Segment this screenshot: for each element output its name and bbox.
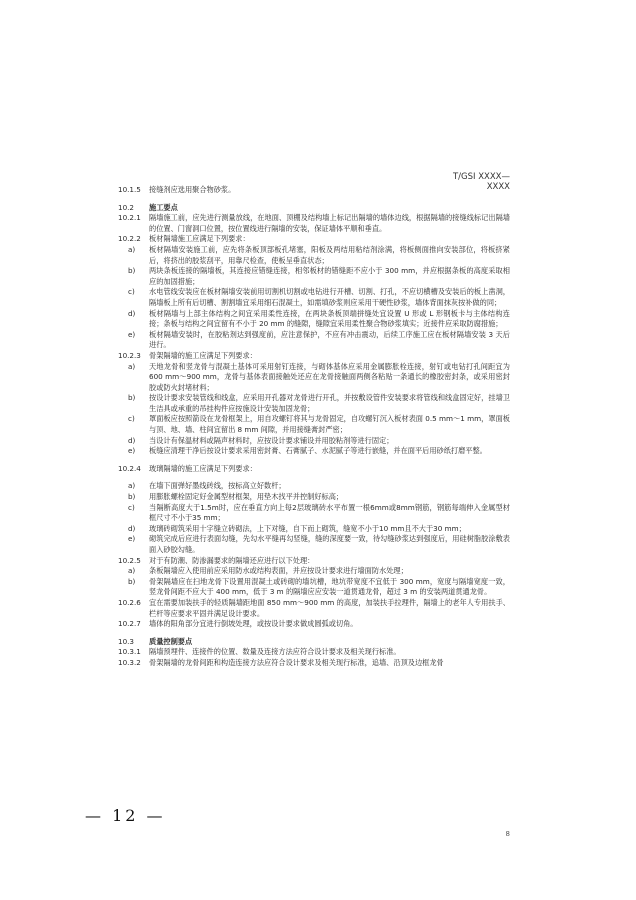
- clause-number: d): [128, 523, 136, 533]
- clause-number: 10.2.5: [118, 555, 141, 565]
- list-item: [118, 414, 510, 435]
- page-number: 8: [505, 830, 510, 838]
- clause-number: 10.1.5: [118, 185, 141, 194]
- clause-text: 板材隔墙安装时，在胶粘剂达到强度前，应注意保护，不应有冲击震动，后续工序施工应在板材隔墙安装 3 天后进行。: [149, 329, 510, 350]
- clause-number: 10.2.1: [118, 213, 141, 223]
- section-heading: [118, 203, 510, 214]
- list-item: [118, 566, 510, 577]
- clause-number: 10.2: [118, 202, 135, 212]
- paragraph-spacer: [118, 457, 510, 464]
- clause-number: b): [128, 492, 136, 502]
- standard-code: T/GSI XXXX—XXXX: [452, 172, 510, 192]
- clause-number: a): [128, 481, 136, 491]
- clause-number: c): [128, 287, 135, 297]
- clause-number: c): [128, 414, 135, 424]
- clause-text: 宜在需要加装扶手的轻质隔墙距地面 850 mm～900 mm 的高度，加装扶手拉理件，隔墙上的老年人专用扶手、栏杆等应要求平固并满足设计要求。: [149, 597, 510, 618]
- list-item: [118, 446, 510, 457]
- clause-text: 对于有防潮、防渗漏要求的隔墙还应进行以下处理：: [149, 555, 315, 565]
- clause-number: a): [128, 244, 136, 254]
- document-body: [118, 185, 510, 669]
- clause-text: 板材隔墙施工应满足下列要求：: [149, 234, 250, 244]
- clause-text: 按设计要求安装管线和线盒，应采用开孔器对龙骨进行开孔，并按敷设管件安装要求将管线和线盒固定好，挂墙卫生洁具或承重的吊挂构件应按施设计安装加固龙骨；: [149, 393, 510, 413]
- clause-text: 当隔断高度大于1.5m时，应在垂直方向上每2层玻璃砖水平布置一根6mm或8mm钢筋，钢筋每端伸入金属型材框尺寸不小于35 mm；: [149, 502, 510, 523]
- clause-text: 隔墙预埋件、连接件的位置、数量及连接方法应符合设计要求及相关现行标准。: [149, 647, 401, 657]
- clause-text: 隔墙施工前，应先进行测量放线，在地面、顶棚及结构墙上标记出隔墙的墙体边线，根据隔墙的接缝线标记出隔墙的位置、门窗洞口位置，按位置线进行隔墙的安装，保证墙体平顺和垂直。: [149, 213, 510, 233]
- list-item: [118, 287, 510, 308]
- clause-text: 砌筑完成后应进行表面勾缝，先勾水平缝再勾竖缝，缝的深度要一致，待勾缝砂浆达到强度后，用硅树脂胶涂敷表面入砂胶勾缝。: [149, 534, 510, 554]
- clause-number: e): [128, 329, 136, 339]
- list-item: [118, 245, 510, 266]
- list-item: [118, 534, 510, 555]
- clause-text: 板缝应清理干净后按设计要求采用密封膏、石膏腻子、水泥腻子等进行嵌缝，并在面平后用砂纸打磨平整。: [149, 446, 487, 456]
- clause-text: 玻璃隔墙的施工应满足下列要求：: [149, 463, 257, 473]
- clause-paragraph: [118, 658, 510, 669]
- clause-number: d): [128, 308, 136, 318]
- clause-number: 10.2.3: [118, 350, 141, 360]
- clause-text: 水电管线安装应在板材隔墙安装前用切割机切割或电钻进行开槽、切割、打孔，不应切横槽及安装后的板上凿洞，隔墙板上所有后切槽、割割墙宜采用细石混凝土，如需填砂浆则应采用干硬性砂浆，墙体背面抹灰按补做的同；: [149, 287, 510, 307]
- clause-text: 玻璃砖砌筑采用十字缝立砖砌法，上下对缝，自下而上砌筑，缝宽不小于10 mm且不大于30 mm；: [149, 523, 466, 533]
- clause-paragraph: [118, 213, 510, 234]
- clause-paragraph: [118, 351, 510, 362]
- clause-number: 10.3.2: [118, 657, 141, 667]
- clause-text: 质量控制要点: [149, 636, 193, 646]
- clause-number: 10.2.7: [118, 619, 141, 629]
- clause-text: 罩面板应按照箭设在龙骨框架上，用自攻螺钉将其与龙骨固定，自攻螺钉沉入板材表面 0.5 mm～1 mm，罩面板与顶、地、墙、柱间宜留出 8 mm 间隙，并用接缝膏封严密；: [149, 414, 510, 435]
- list-item: [118, 524, 510, 535]
- paragraph-spacer: [118, 474, 510, 481]
- clause-text: 墙体的阳角部分宜进行倒坡处理，或按设计要求做成圆弧或切角。: [149, 619, 358, 629]
- clause-number: 10.2.2: [118, 234, 141, 244]
- clause-number: e): [128, 534, 136, 544]
- list-item: [118, 330, 510, 351]
- clause-text: 在墙下面弹好墨线砖线，按标高立好数杆；: [149, 481, 286, 491]
- list-item: [118, 362, 510, 394]
- clause-text: 条板隔墙应入使用前应采用防水或结构表面，并应按设计要求进行墙面防水处理；: [149, 566, 408, 576]
- clause-text: 骨架隔墙的施工应满足下列要求：: [149, 350, 257, 360]
- list-item: [118, 436, 510, 447]
- clause-text: 施工要点: [149, 202, 178, 212]
- clause-paragraph: [118, 234, 510, 245]
- clause-number: b): [128, 576, 136, 586]
- clause-number: b): [128, 266, 136, 276]
- clause-paragraph: [118, 556, 510, 567]
- clause-text: 骨架隔墙应在扫地龙骨下设置用混凝土或砖砌的墙坑槽，地坑带宽度不宜低于 300 mm，宽度与隔墙宽度一致，竖龙骨间距不应大于 400 mm，低于 3 m 的隔墙应应安装一道贯通龙骨，超过 3 m 的安装两道贯通龙骨。: [149, 576, 510, 597]
- list-item: [118, 393, 510, 414]
- clause-paragraph: [118, 185, 510, 196]
- clause-text: 接缝剂应选用聚合物砂浆。: [149, 185, 236, 194]
- list-item: [118, 577, 510, 598]
- clause-text: 骨架隔墙的龙骨间距和构造连接方法应符合设计要求及相关现行标准，追墙、沿顶及边框龙骨: [149, 657, 444, 667]
- clause-number: a): [128, 566, 136, 576]
- clause-text: 两块条板连接的隔墙板，其连接应错缝连接，相邻板材的错缝距不应小于 300 mm，并应根据条板的高度采取相应的加固措施；: [149, 266, 510, 286]
- folio-number: — 12 —: [85, 806, 166, 825]
- clause-number: 10.2.4: [118, 463, 141, 473]
- list-item: [118, 309, 510, 330]
- clause-number: b): [128, 393, 136, 403]
- clause-number: d): [128, 435, 136, 445]
- clause-text: 板材隔墙与上部主体结构之间宜采用柔性连接，在两块条板顶端拼缝处宜设置 U 形或 L 形钢板卡与主体结构连接；条板与结构之间宜留有不小于 20 mm 的缝隙，缝隙宜采用柔性聚合物砂浆填实；近接件应采取防腐措施；: [149, 308, 510, 329]
- clause-paragraph: [118, 619, 510, 630]
- paragraph-spacer: [118, 630, 510, 637]
- list-item: [118, 503, 510, 524]
- clause-paragraph: [118, 464, 510, 475]
- clause-number: 10.2.6: [118, 597, 141, 607]
- clause-text: 天地龙骨和竖龙骨与混凝土基体可采用射钉连接，与砌体基体应采用金属膨胀栓连接，射钉或电钻打孔间距宜为 600 mm～900 mm，龙骨与基体表面接触处还应在龙骨接触面两侧各粘贴一条通长的橡胶密封条，或采用密封胶或防火封堵材料；: [149, 361, 510, 392]
- clause-paragraph: [118, 598, 510, 619]
- clause-number: 10.3.1: [118, 647, 141, 657]
- list-item: [118, 492, 510, 503]
- section-heading: [118, 637, 510, 648]
- clause-number: a): [128, 361, 136, 371]
- list-item: [118, 266, 510, 287]
- clause-text: 当设计有保温材料或隔声材料时，应按设计要求铺设并用胶粘剂等进行固定；: [149, 435, 394, 445]
- list-item: [118, 481, 510, 492]
- clause-number: c): [128, 502, 135, 512]
- clause-number: e): [128, 446, 136, 456]
- clause-paragraph: [118, 647, 510, 658]
- clause-text: 用膨胀螺栓固定好金属型材框架，用垫木找平并控制好标高；: [149, 492, 344, 502]
- clause-number: 10.3: [118, 636, 135, 646]
- clause-text: 板材隔墙安装施工前，应先将条板顶部板孔堵塞，阳板及两结用粘结剂涂满，将板侧面推向安装部位，将板挤紧后，将挤出的胶浆刮平，用靠尺检查，使板呈垂直状态；: [149, 244, 510, 265]
- paragraph-spacer: [118, 196, 510, 203]
